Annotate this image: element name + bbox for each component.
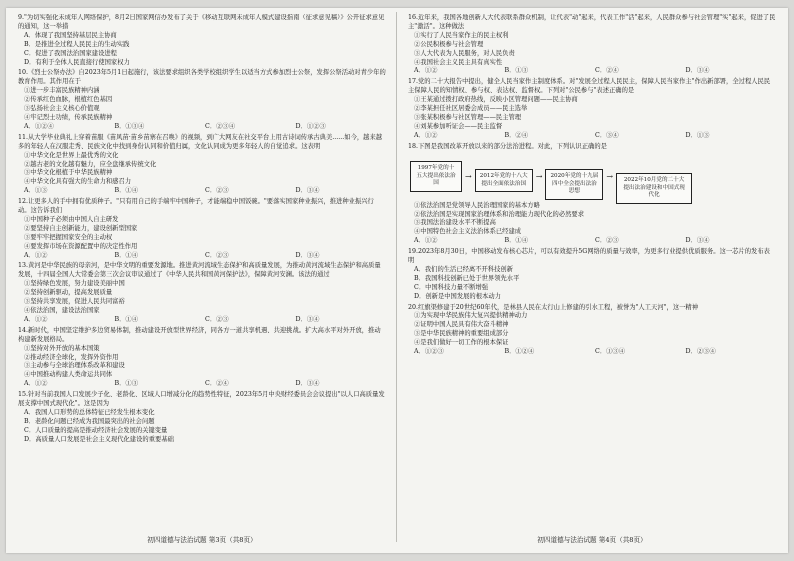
answer-choice: A．①② xyxy=(24,315,48,323)
answer-choice: A．①③ xyxy=(24,187,48,195)
answer-choice: D．①③ xyxy=(685,131,710,139)
answer-choice: B．①③④ xyxy=(114,122,145,130)
question-stem: 20.红旗渠修建于20世纪60年代，是林县人民在太行山上修建的引水工程，被誉为"人工天河"，这一精神 xyxy=(408,303,699,311)
answer-choice: B．①③ xyxy=(504,67,529,75)
arrow-right-icon: → xyxy=(606,171,614,181)
answer-choices xyxy=(18,187,386,196)
question-option: ④牢记烈士功绩，传承民族精神 xyxy=(24,113,113,121)
question-option: ④中国特色社会主义法治体系已经建成 xyxy=(414,228,522,236)
question xyxy=(18,69,386,131)
question-option: ②公民积极参与社会管理 xyxy=(414,40,484,48)
answer-choice: A．①② xyxy=(24,380,48,388)
answer-choice: B．②④ xyxy=(504,131,529,139)
question-stem: 12.让更多人的手中拥有优质种子。"只有用自己的手端牢中国种子，才能端稳中国饭碗。"要落实国家种业振兴，推进种业振兴行动。这告诉我们 xyxy=(18,198,374,215)
question-option: ④是我们做好一切工作的根本保证 xyxy=(414,339,509,347)
question-option: ③张某积极参与社区管理——民主管理 xyxy=(414,113,522,121)
question-option: C．人口质量的提高是推动经济社会发展的关键变量 xyxy=(24,426,168,434)
question-option: ③是中华民族精神的重要组成部分 xyxy=(414,330,509,338)
question-option: ④中华文化具有强大的生命力和感召力 xyxy=(24,178,132,186)
question-option: ③人大代表为人民服务，对人民负责 xyxy=(414,49,515,57)
page-right xyxy=(408,14,776,530)
answer-choices xyxy=(408,237,776,246)
answer-choice: B．①④ xyxy=(114,315,139,323)
question-stem: 17.党的二十大报告中提出，健全人民当家作主制度体系。对"发展全过程人民民主，保障人民当家作主"作出新部署，全过程人民民主保障人民的知情权、参与权、表达权、监督权。下列对"公民参与"表述正确的是 xyxy=(408,78,771,95)
answer-choices xyxy=(18,252,386,261)
answer-choice: D．②③④ xyxy=(685,348,716,356)
question-option: ③弘扬社会主义核心价值观 xyxy=(24,105,100,113)
flow-step: 2012年党的十八大提出全面依法治国 xyxy=(475,169,533,192)
question xyxy=(18,14,386,67)
exam-sheet xyxy=(6,8,788,553)
answer-choice: B．①②④ xyxy=(504,348,535,356)
question-option: A．我们的生活已经离不开科技创新 xyxy=(414,265,514,273)
question-option: ③要牢牢把握国家安全的主动权 xyxy=(24,233,113,241)
question xyxy=(408,304,776,357)
arrow-right-icon: → xyxy=(535,171,543,181)
answer-choices xyxy=(18,123,386,132)
footer-left: 初四道德与法治试题 第3页（共8页） xyxy=(147,536,257,544)
question-option: ①中国种子必须由中国人自主研发 xyxy=(24,215,119,223)
question-option: D．高质量人口发展是社会主义现代化建设的重要基础 xyxy=(24,435,174,443)
answer-choices xyxy=(18,380,386,389)
answer-choice: A．①② xyxy=(414,237,438,245)
answer-choice: D．③④ xyxy=(685,237,710,245)
question-option: D．创新是中国发展的根本动力 xyxy=(414,292,501,300)
answer-choice: A．①②④ xyxy=(24,122,54,130)
question xyxy=(408,248,776,301)
answer-choice: B．①④ xyxy=(114,251,139,259)
answer-choice: C．②③④ xyxy=(205,122,236,130)
answer-choice: C．③④ xyxy=(595,131,619,139)
flow-step: 1997年党的十五大提出依法治国 xyxy=(410,161,462,191)
question-option: ③我国法治建设水平不断提高 xyxy=(414,219,496,227)
question-stem: 14.新时代，中国坚定维护多边贸易体制，推动建设开放型世界经济，同各方一道共享机遇、共迎挑战。扩大高水平对外开放，推动构建新发展格局。 xyxy=(18,326,381,343)
question-option: ②要坚持自主创新能力，建设创新型国家 xyxy=(24,224,138,232)
question-option: ②李某担任社区居委会成员——民主选举 xyxy=(414,105,528,113)
answer-choice: B．①③ xyxy=(114,380,139,388)
question-option: C．促进了我国法治国家建设进程 xyxy=(24,49,117,57)
question xyxy=(18,262,386,324)
answer-choice: D．③④ xyxy=(295,315,320,323)
question-option: ②证明中国人民具有伟大奋斗精神 xyxy=(414,321,509,329)
answer-choice: C．②④ xyxy=(205,380,229,388)
answer-choice: D．①②③ xyxy=(295,122,326,130)
answer-choice: C．②③ xyxy=(205,187,229,195)
question-option: ①坚持对外开放的基本国策 xyxy=(24,344,100,352)
question-option: ④刘某参加听证会——民主监督 xyxy=(414,122,503,130)
answer-choice: B．①④ xyxy=(504,237,529,245)
answer-choice: C．②③ xyxy=(595,237,619,245)
question-option: ①为实现中华民族伟大复兴提供精神动力 xyxy=(414,312,528,320)
question-stem: 15.针对当前我国人口发展少子化、老龄化、区域人口增减分化的趋势性特征，2023年5月中央财经委员会会议提出"以人口高质量发展支撑中国式现代化"。这是因为 xyxy=(18,391,385,408)
question-option: ①依法治国是党领导人民治理国家的基本方略 xyxy=(414,201,540,209)
question-option: ③中华文化根植于中华民族精神 xyxy=(24,169,113,177)
question-18 xyxy=(408,143,776,246)
question xyxy=(18,327,386,389)
question-option: B．我国科技创新已处于世界领先水平 xyxy=(414,274,520,282)
answer-choice: C．②③ xyxy=(205,251,229,259)
question-option: ②越古老的文化越有魅力，应全盘继承传统文化 xyxy=(24,160,157,168)
answer-choice: C．②③ xyxy=(205,315,229,323)
question-option: B．老龄化问题已经成为我国最突出的社会问题 xyxy=(24,417,155,425)
answer-choices xyxy=(408,132,776,141)
question-option: ①中华文化是世界上最优秀的文化 xyxy=(24,151,119,159)
answer-choice: A．①②③ xyxy=(414,348,444,356)
page-left xyxy=(18,14,386,530)
question-option: A．体现了我国坚持基层民主协商 xyxy=(24,31,117,39)
question-option: ④中国推动构建人类命运共同体 xyxy=(24,371,113,379)
question-option: ④依法治国，建设法治国家 xyxy=(24,307,100,314)
question-option: ④我国社会主义民主具有真实性 xyxy=(414,58,503,66)
question-option: ①进一步丰富民族精神内涵 xyxy=(24,87,100,95)
flow-step: 2020年党的十九届四中全会提出法治思想 xyxy=(545,169,603,199)
question-option: ②依法治国是实现国家治理体系和治理能力现代化的必然要求 xyxy=(414,210,585,218)
law-progress-flowchart xyxy=(410,155,776,199)
answer-choice: A．①② xyxy=(414,67,438,75)
answer-choice: D．③④ xyxy=(295,187,320,195)
question xyxy=(18,391,386,444)
question-option: A．我国人口形势的总体特征已经发生根本变化 xyxy=(24,408,155,416)
question xyxy=(18,134,386,196)
question-option: C．中国科技力量不断增强 xyxy=(414,283,489,291)
flow-step: 2022年10月党的二十大提出法治建设和中国式现代化 xyxy=(616,173,692,203)
answer-choice: D．③④ xyxy=(295,251,320,259)
question-option: ①实行了人民当家作主的民主权利 xyxy=(414,31,509,39)
question-option: ①王某通过拨打政府热线，反映小区管理问题——民主协商 xyxy=(414,96,578,104)
answer-choice: A．①② xyxy=(414,131,438,139)
question-option: ③坚持共享发展，促进人民共同富裕 xyxy=(24,298,125,306)
arrow-right-icon: → xyxy=(465,171,472,181)
question xyxy=(408,78,776,140)
question-stem: 19.2023年8月30日，中国移动发布核心芯片，可以有效提升5G网络的质量与效率，为更多行业提供优质服务。这一芯片的发布表明 xyxy=(408,248,770,265)
question-option: ②推动经济全球化，发挥外资作用 xyxy=(24,353,119,361)
question-option: B．是推进全过程人民民主的生动实践 xyxy=(24,40,130,48)
answer-choices xyxy=(408,67,776,76)
answer-choice: D．③④ xyxy=(295,380,320,388)
answer-choice: B．①④ xyxy=(114,187,139,195)
question-stem: 13.黄河是中华民族的母亲河，是中华文明的重要发源地。推进黄河流域生态保护和高质量发展，为推动黄河流域生态保护和高质量发展，十四届全国人大常委会第三次会议审议通过了《中华人民共和国黄河保护法》，保障黄河安澜。该法的通过 xyxy=(18,262,381,279)
answer-choice: C．②④ xyxy=(595,67,619,75)
page-divider xyxy=(396,12,397,542)
question-stem: 16.近年来，我国各地创新人大代表联系群众机制，让代表"动"起来，代表工作"活"起来，人民群众参与社会管理"实"起来，促进了民主"激活"。这种做法 xyxy=(408,14,776,30)
question-option: ①坚持绿色发展，努力建设美丽中国 xyxy=(24,280,125,288)
question-option: ③主动参与全球治理体系改革和建设 xyxy=(24,362,125,370)
answer-choice: C．①③④ xyxy=(595,348,626,356)
question-option: ②传承红色血脉，根植红色基因 xyxy=(24,96,113,104)
answer-choice: D．③④ xyxy=(685,67,710,75)
question-stem: 10.《烈士公祭办法》自2023年5月1日起施行，该法要求组织各类学校组织学生以适当方式参加烈士公祭，发挥公祭活动对青少年的教育作用。其作用在于 xyxy=(18,69,386,86)
question-stem: 18.下图是我国改革开放以来的部分法治进程。对此，下列认识正确的是 xyxy=(408,142,607,150)
question-option: ②坚持创新驱动，提高发展质量 xyxy=(24,289,113,297)
answer-choices xyxy=(18,316,386,325)
question xyxy=(408,14,776,76)
question-option: D．有利于全体人民直接行使国家权力 xyxy=(24,58,130,66)
question-stem: 11.从大学毕业典礼上穿着苗服《苗风苗·苗乡苗寨在召唤》的视频，到广大网友在社交平台上用古诗词传承古典美......如今，越来越多的年轻人在汉服走秀、民族文化中找到身份认同和价值归属，文化认同成为更多年轻人的自觉追求。这表明 xyxy=(18,133,383,150)
answer-choices xyxy=(408,348,776,357)
answer-choice: A．①② xyxy=(24,251,48,259)
question-option: ④要发挥市场在资源配置中的决定性作用 xyxy=(24,242,138,250)
question xyxy=(18,198,386,260)
footer-right: 初四道德与法治试题 第4页（共8页） xyxy=(537,536,647,544)
question-stem: 9."为切实强化未成年人网络保护，8月2日国家网信办发布了关于《移动互联网未成年人模式建设指南（征求意见稿）》公开征求意见的通知，这一举措 xyxy=(18,14,385,30)
